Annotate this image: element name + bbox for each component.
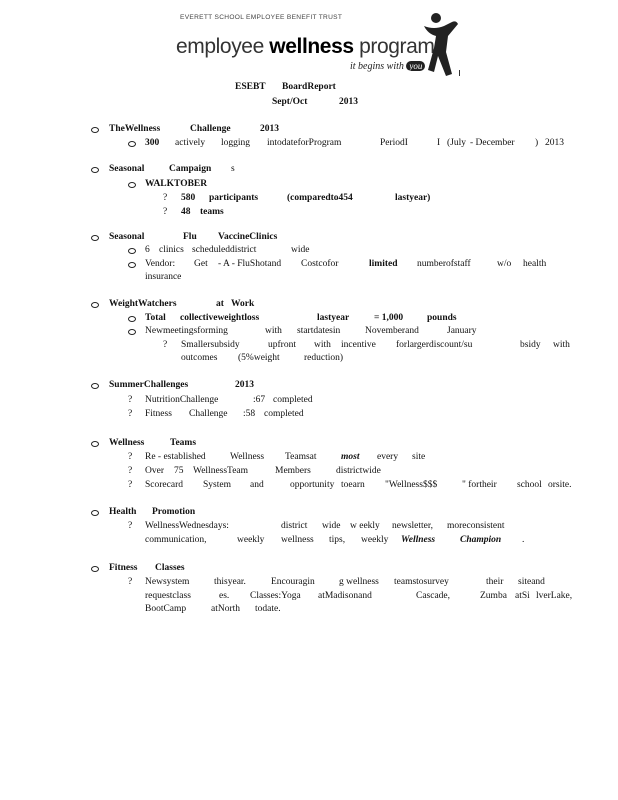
list-item-word: Smallersubsidy — [181, 340, 240, 350]
section-heading-word: Classes — [155, 563, 185, 573]
list-item-word: Wellness — [230, 452, 265, 462]
bullet-glyph: ? — [128, 521, 133, 531]
list-item-word: :58 — [243, 409, 256, 419]
list-item-word: 2013 — [545, 138, 564, 148]
list-item-word: (comparedto454 — [287, 193, 353, 203]
figure-logo-icon — [422, 12, 462, 78]
list-item-word: forlargerdiscount/su — [396, 340, 473, 350]
list-item-word: clinics — [159, 245, 184, 255]
list-item-word: completed — [264, 409, 304, 419]
list-item-word: Newsystem — [145, 577, 190, 587]
list-item-word: orsite. — [548, 480, 572, 490]
bullet-icon — [91, 383, 99, 389]
list-item-word: completed — [273, 395, 313, 405]
list-item-word: System — [203, 480, 231, 490]
list-item-word: Re - established — [145, 452, 206, 462]
section-heading: Wellness — [109, 438, 145, 448]
org-name: EVERETT SCHOOL EMPLOYEE BENEFIT TRUST — [180, 14, 343, 21]
bullet-glyph: ? — [128, 395, 133, 405]
list-item-word: Zumba — [480, 591, 507, 601]
section-heading-word: 2013 — [260, 124, 279, 134]
list-item-word: weekly — [361, 535, 389, 545]
section-heading: Seasonal — [109, 164, 145, 174]
list-item-word: siteand — [518, 577, 545, 587]
list-item-word: = 1,000 — [374, 313, 404, 323]
list-item-word: wellness — [281, 535, 314, 545]
list-item-word: wide — [322, 521, 341, 531]
list-item-word: their — [486, 577, 504, 587]
list-item-word: :67 — [253, 395, 266, 405]
report-period: Sept/Oct — [272, 97, 308, 107]
list-item-word: Scorecard — [145, 480, 183, 490]
bullet-icon — [91, 127, 99, 133]
list-item: WALKTOBER — [145, 179, 208, 189]
list-item-word: bsidy — [520, 340, 541, 350]
list-item-word: logging — [221, 138, 251, 148]
divider-mark — [459, 70, 460, 76]
section-heading-word: Work — [231, 299, 255, 309]
bullet-icon — [128, 248, 136, 254]
list-item-word: "Wellness$$$ — [385, 480, 438, 490]
bullet-icon — [91, 235, 99, 241]
bullet-glyph: ? — [163, 340, 168, 350]
bullet-icon — [128, 182, 136, 188]
bullet-glyph: ? — [128, 480, 133, 490]
list-item-word: WellnessWednesdays: — [145, 521, 229, 531]
list-item-word: Encouragin — [271, 577, 315, 587]
list-item-word: with — [265, 326, 282, 336]
section-heading-word: Promotion — [152, 507, 196, 517]
list-item-word: startdatesin — [297, 326, 341, 336]
list-item-word: Newmeetingsforming — [145, 326, 228, 336]
list-item-word: Wellness — [401, 535, 436, 545]
section-heading: WeightWatchers — [109, 299, 177, 309]
list-item-word: most — [341, 452, 360, 462]
list-item-word: tips, — [329, 535, 346, 545]
list-item-word: . — [522, 535, 525, 545]
list-item-word: lastyear — [317, 313, 350, 323]
list-item-word: lverLake, — [536, 591, 573, 601]
bullet-icon — [91, 441, 99, 447]
section-heading-word: Flu — [183, 232, 197, 242]
list-item-word: upfront — [268, 340, 296, 350]
section-heading-word: Teams — [170, 438, 197, 448]
list-item-word: with — [314, 340, 331, 350]
bullet-icon — [128, 262, 136, 268]
report-title-org: ESEBT — [235, 82, 266, 92]
section-heading-word: Campaign — [169, 164, 212, 174]
list-item-word: moreconsistent — [447, 521, 505, 531]
list-item-word: WellnessTeam — [193, 466, 249, 476]
list-item-word: w eekly — [350, 521, 380, 531]
list-item-word: participants — [209, 193, 259, 203]
list-item-word: and — [250, 480, 264, 490]
list-item-word: school — [517, 480, 542, 490]
section-heading: SummerChallenges — [109, 380, 189, 390]
list-item-word: teamstosurvey — [394, 577, 449, 587]
list-item-word: Champion — [460, 535, 502, 545]
list-item-word: atNorth — [211, 604, 241, 614]
section-heading-word: at — [216, 299, 224, 309]
list-item-word: 300 — [145, 138, 160, 148]
list-item-word: health — [523, 259, 547, 269]
report-title: BoardReport — [282, 82, 336, 92]
bullet-glyph: ? — [163, 207, 168, 217]
list-item-word: es. — [219, 591, 230, 601]
section-heading: Fitness — [109, 563, 138, 573]
bullet-glyph: ? — [163, 193, 168, 203]
logo-header — [168, 10, 468, 82]
list-item-word: todate. — [255, 604, 281, 614]
list-item-word: districtwide — [336, 466, 381, 476]
list-item-word: Challenge — [189, 409, 228, 419]
list-item-word: site — [412, 452, 426, 462]
list-item-word: - December — [470, 138, 515, 148]
list-item-word: 75 — [174, 466, 184, 476]
list-item-word: outcomes — [181, 353, 218, 363]
list-item-word: (July — [447, 138, 466, 148]
list-item-word: lastyear) — [395, 193, 431, 203]
list-item-word: numberofstaff — [417, 259, 471, 269]
bullet-icon — [128, 329, 136, 335]
list-item-word: limited — [369, 259, 398, 269]
list-item-word: incentive — [341, 340, 376, 350]
list-item-word: wide — [291, 245, 310, 255]
section-heading-word: VaccineClinics — [218, 232, 278, 242]
list-item-word: Members — [275, 466, 311, 476]
bullet-glyph: ? — [128, 466, 133, 476]
section-heading: TheWellness — [109, 124, 161, 134]
list-item-word: Novemberand — [365, 326, 419, 336]
logo-wordmark: employee wellness program — [176, 35, 435, 58]
report-year: 2013 — [339, 97, 358, 107]
list-item-word: pounds — [427, 313, 457, 323]
section-heading-word: 2013 — [235, 380, 254, 390]
list-item-word: Teamsat — [285, 452, 317, 462]
list-item-word: communication, — [145, 535, 207, 545]
bullet-icon — [128, 316, 136, 322]
bullet-icon — [91, 302, 99, 308]
list-item-word: g wellness — [339, 577, 379, 587]
list-item-word: Over — [145, 466, 164, 476]
list-item-word: newsletter, — [392, 521, 434, 531]
list-item-word: insurance — [145, 272, 182, 282]
list-item-word: thisyear. — [214, 577, 246, 587]
list-item-word: Total — [145, 313, 166, 323]
list-item-word: opportunity — [290, 480, 335, 490]
list-item-word: atSi — [515, 591, 530, 601]
list-item-word: Get — [194, 259, 208, 269]
section-heading-word: Challenge — [190, 124, 231, 134]
list-item-word: intodateforProgram — [267, 138, 342, 148]
list-item-word: weekly — [237, 535, 265, 545]
list-item-word: every — [377, 452, 399, 462]
list-item-word: teams — [200, 207, 224, 217]
tagline: it begins with you — [350, 61, 425, 72]
list-item-word: I — [437, 138, 441, 148]
list-item-word: scheduleddistrict — [192, 245, 257, 255]
list-item-word: w/o — [497, 259, 512, 269]
list-item-word: toearn — [341, 480, 365, 490]
section-heading-word: s — [231, 164, 235, 174]
list-item-word: with — [553, 340, 570, 350]
list-item-word: (5%weight — [238, 353, 280, 363]
list-item-word: 48 — [181, 207, 191, 217]
section-heading: Health — [109, 507, 137, 517]
list-item-word: Fitness — [145, 409, 172, 419]
bullet-glyph: ? — [128, 409, 133, 419]
list-item-word: PeriodI — [380, 138, 408, 148]
list-item-word: actively — [175, 138, 206, 148]
list-item-word: Vendor: — [145, 259, 176, 269]
bullet-glyph: ? — [128, 577, 133, 587]
list-item-word: BootCamp — [145, 604, 187, 614]
bullet-glyph: ? — [128, 452, 133, 462]
list-item-word: NutritionChallenge — [145, 395, 219, 405]
list-item-word: January — [447, 326, 477, 336]
bullet-icon — [91, 566, 99, 572]
list-item-word: district — [281, 521, 308, 531]
bullet-icon — [128, 141, 136, 147]
section-heading: Seasonal — [109, 232, 145, 242]
list-item-word: Classes:Yoga — [250, 591, 301, 601]
bullet-icon — [91, 167, 99, 173]
list-item-word: collectiveweightloss — [180, 313, 260, 323]
list-item-word: Costcofor — [301, 259, 339, 269]
list-item-word: reduction) — [304, 353, 344, 363]
list-item-word: Cascade, — [416, 591, 451, 601]
list-item-word: requestclass — [145, 591, 191, 601]
list-item-word: atMadisonand — [318, 591, 372, 601]
list-item-word: 6 — [145, 245, 150, 255]
list-item-word: - A - FluShotand — [218, 259, 282, 269]
list-item-word: " fortheir — [462, 480, 497, 490]
bullet-icon — [91, 510, 99, 516]
list-item-word: 580 — [181, 193, 196, 203]
list-item-word: ) — [535, 138, 539, 148]
